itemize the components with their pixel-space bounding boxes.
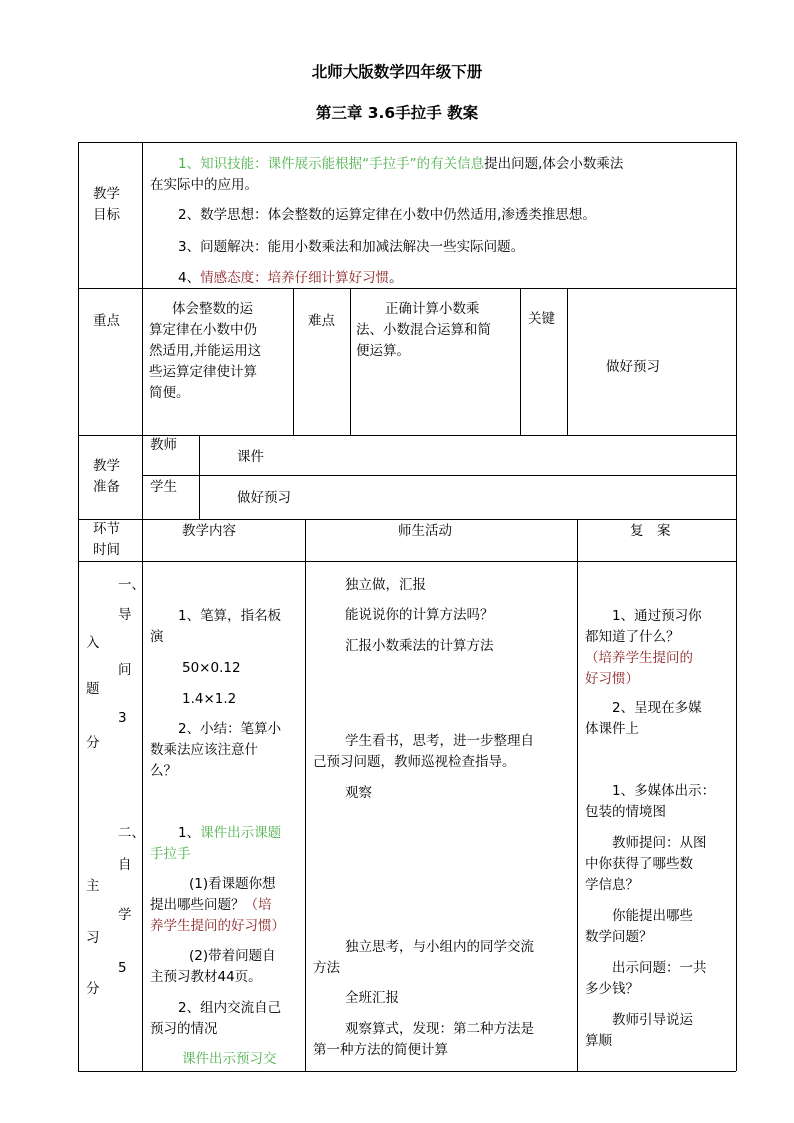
column-header-stage-1: 环节: [93, 521, 120, 537]
objective-4: 4、情感态度：培养仔细计算好习惯。: [178, 270, 403, 286]
key-point-text-5: 简便。: [149, 385, 190, 401]
s2-review-3-line1: 你能提出哪些: [612, 908, 693, 924]
prep-teacher-value: 课件: [237, 449, 264, 465]
crux-label: 关键: [528, 311, 555, 327]
document-title: 北师大版数学四年级下册: [311, 63, 483, 81]
s2-content-p2-line2: 提出哪些问题？（培: [150, 897, 272, 913]
key-point-text-2: 算定律在小数中仍: [149, 322, 257, 338]
s2-content-p1-line1: 1、课件出示课题: [178, 825, 282, 841]
prep-student-value: 做好预习: [237, 490, 291, 506]
s1-review-2-line1: 2、呈现在多媒: [612, 700, 702, 716]
s2-review-5-line1: 教师引导说运: [612, 1012, 693, 1028]
s2-content-p5: 课件出示预习交: [182, 1051, 277, 1067]
s2-review-1-line1: 1、多媒体出示：: [612, 783, 716, 799]
s2-content-p2-line1: (1)看课题你想: [189, 876, 276, 892]
objective-1: [178, 154, 623, 175]
prep-label-line2: 准备: [93, 479, 120, 495]
difficulty-text-2: 法、小数混合运算和简: [356, 322, 491, 338]
objective-2: 2、数学思想：体会整数的运算定律在小数中仍然适用,渗透类推思想。: [178, 207, 596, 223]
s1-activity-4-line2: 己预习问题，教师巡视检查指导。: [313, 754, 516, 770]
prep-student-label: 学生: [150, 479, 177, 495]
s2-activity-1-line2: 方法: [313, 960, 340, 976]
prep-label-line1: 教学: [93, 458, 120, 474]
s2-content-courseware-title: 课件出示课题: [200, 825, 282, 841]
s2-content-p4-line1: 2、组内交流自己: [178, 1000, 282, 1016]
s1-activity-1: 独立做，汇报: [345, 577, 426, 593]
s1-content-p2-line2: 数乘法应该注意什: [150, 742, 258, 758]
s1-activity-5: 观察: [345, 785, 372, 801]
difficulty-text-1: 正确计算小数乘: [385, 301, 480, 317]
s1-activity-3: 汇报小数乘法的计算方法: [345, 638, 494, 654]
objectives-label-line1: 教学: [93, 186, 120, 202]
s1-content-p2-line3: 么？: [150, 763, 177, 779]
s1-activity-2: 能说说你的计算方法吗？: [345, 607, 494, 623]
s2-content-p1-line2: 手拉手: [150, 846, 191, 862]
s1-review-1-line1: 1、通过预习你: [612, 608, 702, 624]
s2-content-p2-line3: 养学生提问的好习惯）: [150, 918, 285, 934]
key-point-text-4: 些运算定律使计算: [149, 364, 257, 380]
s1-content-calc2: 1.4×1.2: [182, 691, 237, 707]
s2-content-p3-line1: (2)带着问题自: [189, 948, 276, 964]
s2-review-2-line2: 中你获得了哪些数: [585, 856, 693, 872]
column-header-review: 复 案: [630, 523, 671, 539]
key-point-text-1: 体会整数的运: [172, 301, 253, 317]
objectives-label-line2: 目标: [93, 207, 120, 223]
prep-teacher-label: 教师: [150, 437, 177, 453]
s2-activity-3-line1: 观察算式，发现：第二种方法是: [345, 1021, 534, 1037]
objective-1-rest: 提出问题,体会小数乘法: [484, 156, 624, 172]
column-header-stage-2: 时间: [93, 542, 120, 558]
column-header-content: 教学内容: [182, 523, 236, 539]
s1-content-p1-line2: 演: [150, 629, 164, 645]
difficulty-text-3: 便运算。: [356, 343, 410, 359]
s2-review-4-line2: 多少钱？: [585, 981, 639, 997]
document-subtitle: 第三章 3.6手拉手 教案: [315, 104, 479, 122]
crux-text: 做好预习: [606, 359, 660, 375]
s2-activity-3-line2: 第一种方法的简便计算: [313, 1042, 448, 1058]
s2-activity-2: 全班汇报: [345, 990, 399, 1006]
s2-review-4-line1: 出示问题：一共: [612, 960, 707, 976]
objective-4-highlight: 情感态度：培养仔细计算好习惯: [200, 270, 390, 286]
s1-activity-4-line1: 学生看书，思考，进一步整理自: [345, 733, 534, 749]
s1-content-p1-line1: 1、笔算，指名板: [178, 608, 282, 624]
s1-content-p2-line1: 2、小结：笔算小: [178, 721, 282, 737]
s2-review-5-line2: 算顺: [585, 1033, 612, 1049]
s2-review-2-line1: 教师提问：从图: [612, 835, 707, 851]
s2-content-p3-line2: 主预习教材44页。: [150, 969, 262, 985]
column-header-activity: 师生活动: [398, 523, 452, 539]
s1-content-calc1: 50×0.12: [182, 660, 241, 676]
objective-3: 3、问题解决：能用小数乘法和加减法解决一些实际问题。: [178, 239, 525, 255]
s2-content-p4-line2: 预习的情况: [150, 1021, 218, 1037]
difficulty-label: 难点: [308, 313, 335, 329]
objective-1-line2: 在实际中的应用。: [150, 177, 258, 193]
key-point-text-3: 然适用,并能运用这: [149, 343, 262, 359]
s1-review-2-line2: 体课件上: [585, 721, 639, 737]
s1-review-1-note-line1: （培养学生提问的: [585, 650, 693, 666]
s2-review-1-line2: 包装的情境图: [585, 804, 666, 820]
s1-review-1-note-line2: 好习惯）: [585, 671, 639, 687]
key-point-label: 重点: [93, 313, 120, 329]
s2-review-2-line3: 学信息？: [585, 877, 639, 893]
s2-review-3-line2: 数学问题？: [585, 929, 653, 945]
s2-activity-1-line1: 独立思考，与小组内的同学交流: [345, 939, 534, 955]
s1-review-1-line2: 都知道了什么？: [585, 629, 680, 645]
objective-1-highlight: 1、知识技能：课件展示能根据“手拉手”的有关信息: [178, 156, 485, 172]
